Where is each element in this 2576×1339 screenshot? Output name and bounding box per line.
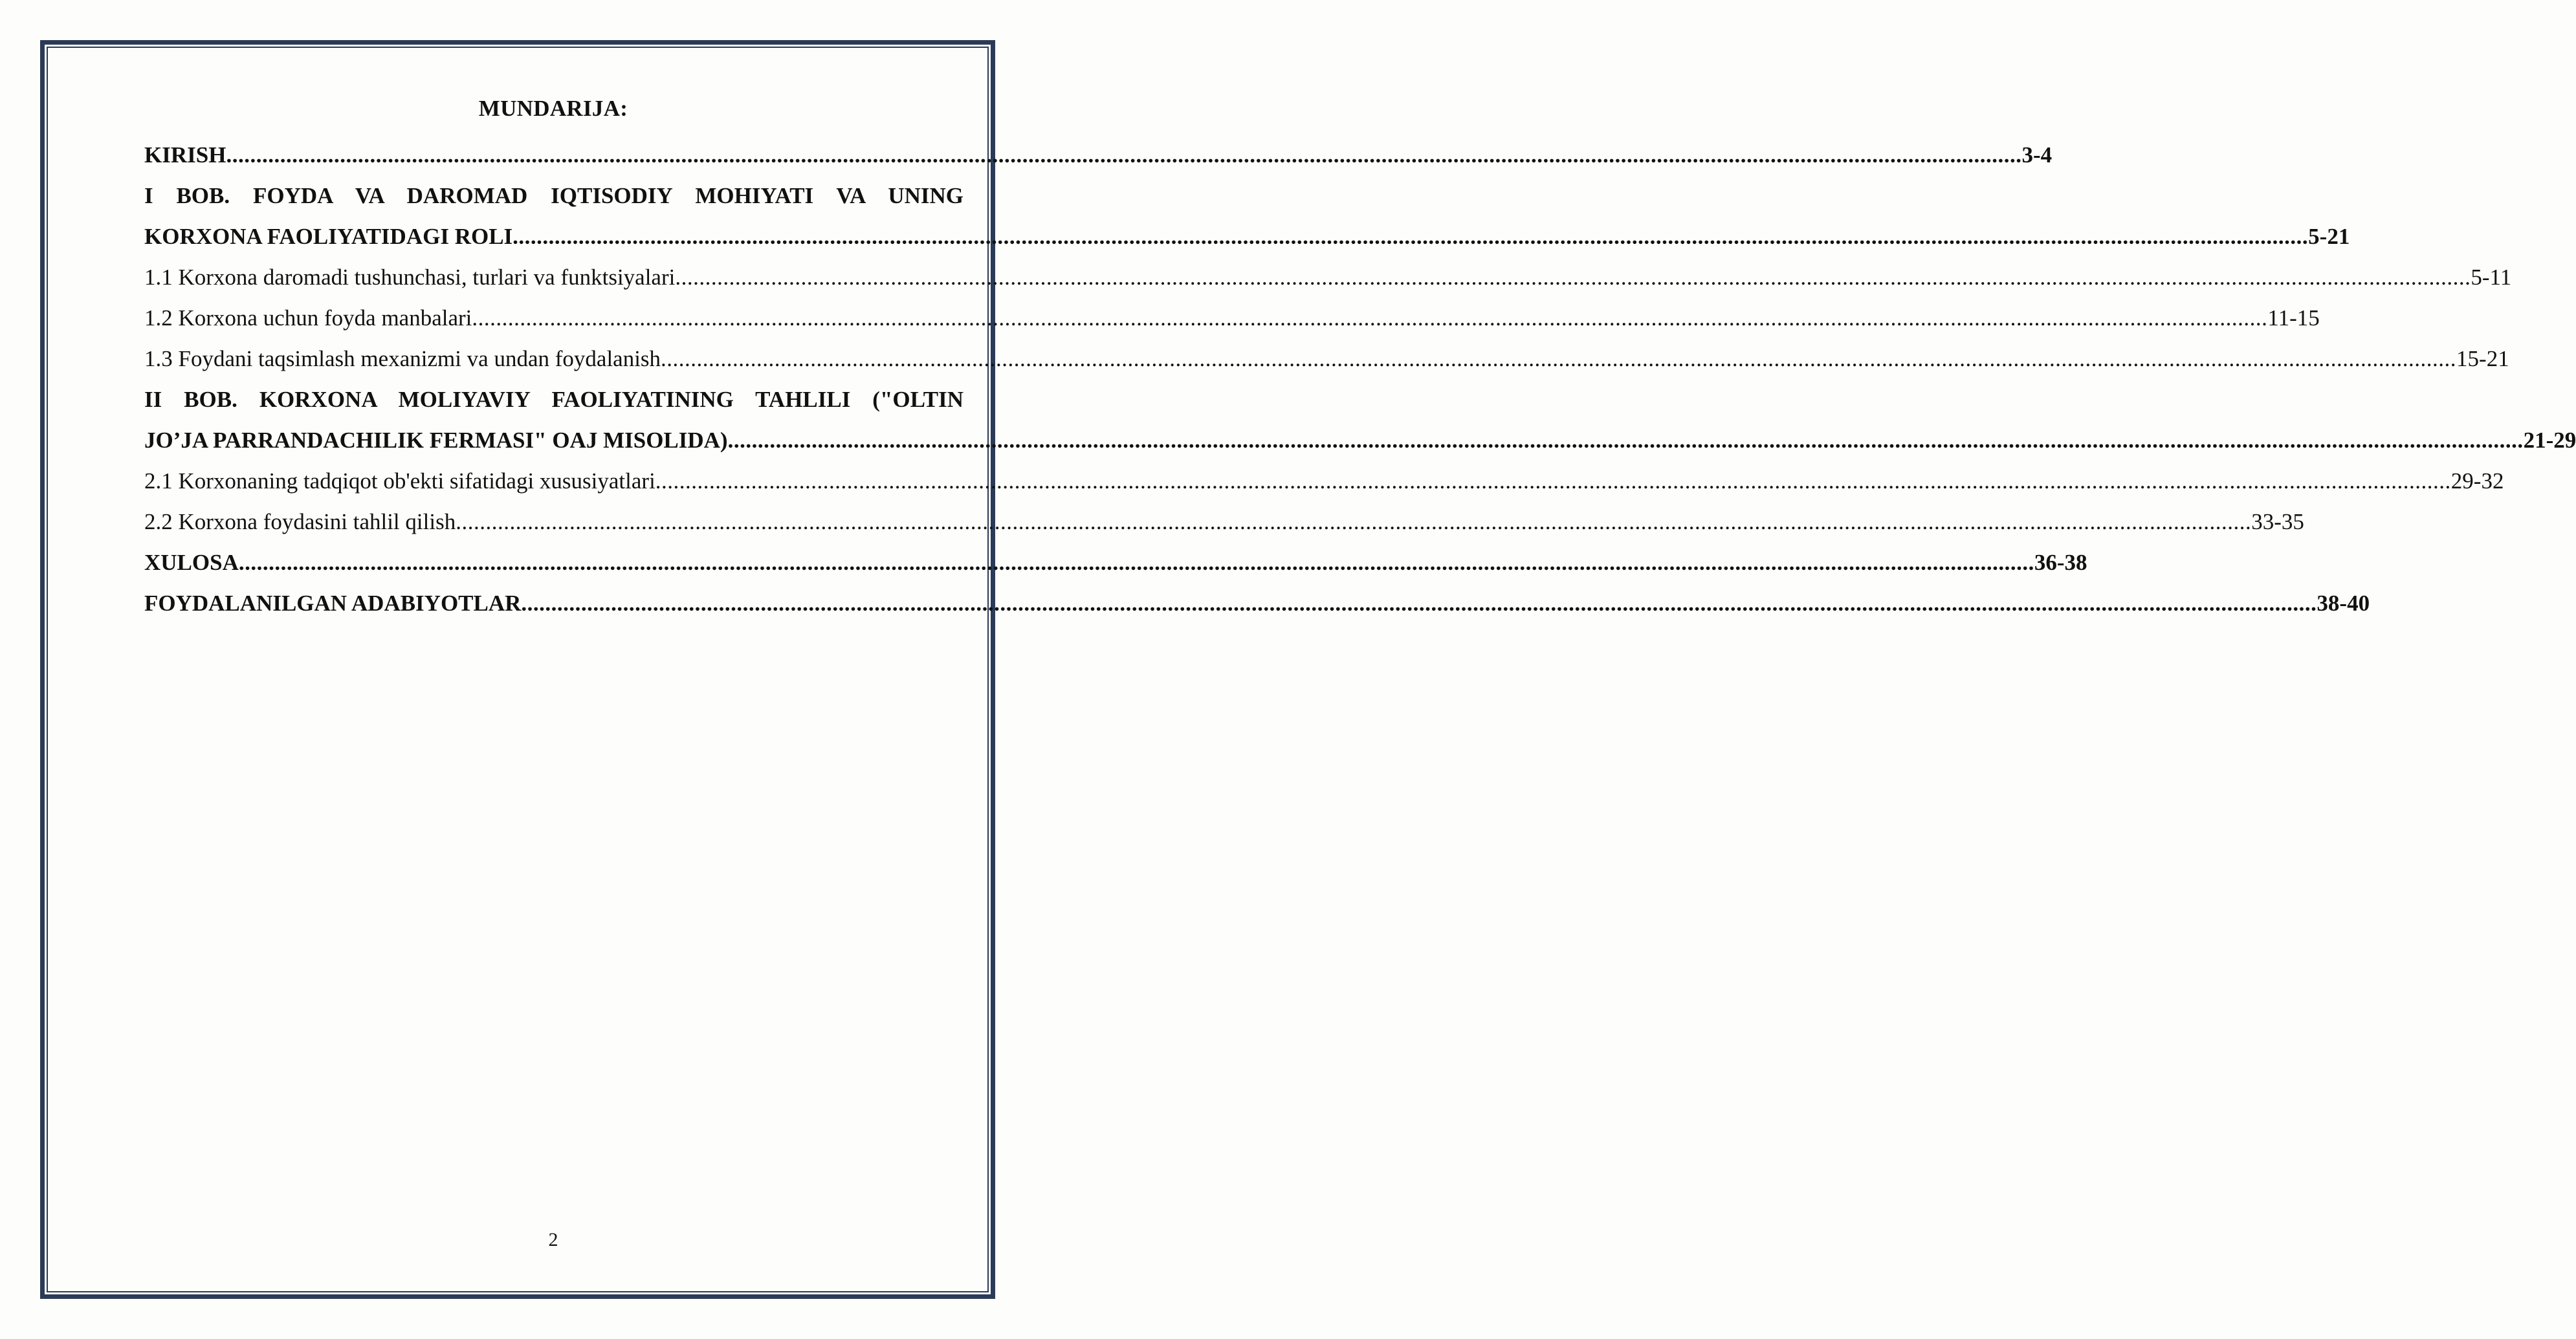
- toc-entry-pages: 5-11: [2471, 265, 2512, 290]
- page-number: 2: [548, 1229, 558, 1250]
- toc-entry-intro[interactable]: [144, 135, 2053, 175]
- toc-title: MUNDARIJA:: [478, 96, 628, 121]
- toc-entry-pages: 21-29: [2523, 428, 2576, 453]
- table-of-contents: [144, 135, 2576, 624]
- toc-entry-chapter2[interactable]: [144, 420, 2576, 461]
- toc-entry-label: 1.3 Foydani taqsimlash mexanizmi va undan foydalanish: [144, 346, 661, 371]
- toc-entry-label: KORXONA FAOLIYATIDAGI ROLI: [144, 224, 513, 249]
- toc-entry-conclusion[interactable]: [144, 542, 2087, 583]
- toc-entry-pages: 29-32: [2450, 468, 2504, 494]
- toc-leader-dots: ............................................................................................................................................................................................................................................................................................................: [226, 142, 2022, 168]
- toc-entry-pages: 33-35: [2251, 509, 2304, 534]
- toc-leader-dots: ............................................................................................................................................................................................................................................................................................................: [727, 428, 2524, 453]
- toc-leader-dots: ............................................................................................................................................................................................................................................................................................................: [456, 509, 2252, 534]
- toc-leader-dots: ............................................................................................................................................................................................................................................................................................................: [512, 224, 2309, 249]
- toc-entry-references[interactable]: [144, 583, 2370, 624]
- toc-entry-pages: 11-15: [2267, 305, 2320, 331]
- toc-leader-dots: ............................................................................................................................................................................................................................................................................................................: [472, 305, 2268, 331]
- toc-entry-pages: 38-40: [2317, 591, 2370, 616]
- toc-entry-label: 2.2 Korxona foydasini tahlil qilish: [144, 509, 456, 534]
- toc-entry-label: 2.1 Korxonaning tadqiqot ob'ekti sifatidagi xususiyatlari: [144, 468, 655, 494]
- toc-leader-dots: ............................................................................................................................................................................................................................................................................................................: [655, 468, 2451, 494]
- toc-leader-dots: ............................................................................................................................................................................................................................................................................................................: [521, 591, 2317, 616]
- toc-entry-label: KIRISH: [144, 142, 226, 168]
- toc-entry-label: XULOSA: [144, 550, 239, 575]
- toc-chapter1-line1[interactable]: I BOB. FOYDA VA DAROMAD IQTISODIY MOHIYATI VA UNING: [144, 183, 963, 208]
- toc-entry-label: 1.2 Korxona uchun foyda manbalari: [144, 305, 472, 331]
- toc-leader-dots: ............................................................................................................................................................................................................................................................................................................: [661, 346, 2457, 371]
- toc-entry-label: 1.1 Korxona daromadi tushunchasi, turlari va funktsiyalari: [144, 265, 676, 290]
- toc-chapter2-line1[interactable]: II BOB. KORXONA MOLIYAVIY FAOLIYATINING TAHLILI ("OLTIN: [144, 387, 963, 412]
- toc-entry-2-1[interactable]: [144, 461, 2504, 501]
- toc-entry-pages: 5-21: [2308, 224, 2350, 249]
- toc-entry-label: FOYDALANILGAN ADABIYOTLAR: [144, 591, 522, 616]
- toc-entry-1-3[interactable]: [144, 338, 2509, 379]
- toc-entry-label: JO’JA PARRANDACHILIK FERMASI" OAJ MISOLIDA): [144, 428, 728, 453]
- toc-entry-pages: 15-21: [2456, 346, 2509, 371]
- toc-leader-dots: ............................................................................................................................................................................................................................................................................................................: [238, 550, 2034, 575]
- toc-entry-2-2[interactable]: [144, 501, 2304, 542]
- toc-entry-pages: 3-4: [2021, 142, 2053, 168]
- toc-entry-chapter1[interactable]: [144, 216, 2350, 257]
- toc-entry-1-2[interactable]: [144, 298, 2320, 338]
- toc-entry-pages: 36-38: [2034, 550, 2087, 575]
- toc-entry-1-1[interactable]: [144, 257, 2512, 298]
- toc-leader-dots: ............................................................................................................................................................................................................................................................................................................: [675, 265, 2471, 290]
